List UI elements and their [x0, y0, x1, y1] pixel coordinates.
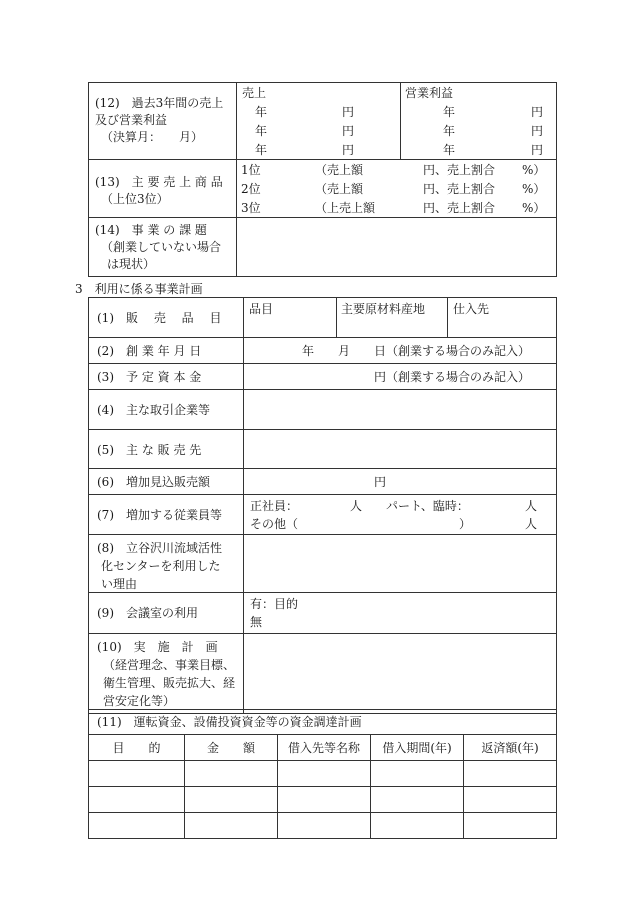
plan-row6-value: 円 — [374, 475, 387, 489]
plan-row1-label: (1) 販 売 品 目 — [97, 311, 222, 325]
funding-title-cell — [89, 710, 557, 735]
row13-label-cell — [89, 160, 237, 218]
plan-row10-label-line4: 営安定化等） — [103, 694, 176, 708]
profit-yen-3: 円 — [531, 143, 544, 157]
sales-year-1: 年 — [255, 105, 268, 119]
lender-cell[interactable] — [278, 761, 371, 787]
plan-row10-label-cell — [89, 634, 244, 714]
row12-value-cell[interactable] — [237, 83, 557, 160]
header-lender: 借入先等名称 — [278, 735, 371, 761]
repayment-cell[interactable] — [464, 813, 557, 839]
row14-label-line1: (14) 事 業 の 課 題 — [95, 223, 207, 237]
other-label: その他（ — [250, 517, 299, 531]
plan-row5-label: (5) 主 な 販 売 先 — [97, 443, 202, 457]
plan-row9-value-cell[interactable] — [244, 593, 557, 634]
plan-row4-label-cell — [89, 390, 244, 430]
rank-3: 3位 — [241, 201, 261, 215]
plan-row3-value: 円（創業する場合のみ記入） — [374, 370, 531, 384]
sales-yen-3: 円 — [342, 143, 355, 157]
period-cell[interactable] — [371, 813, 464, 839]
sales-yen-2: 円 — [342, 124, 355, 138]
plan-row5-label-cell — [89, 430, 244, 469]
row12-label-line3: （決算月： 月） — [101, 130, 204, 144]
rank-3-amount: （上売上額 — [315, 201, 376, 215]
fulltime-unit: 人 — [350, 499, 363, 513]
row14-value-cell[interactable] — [237, 218, 557, 277]
profit-year-3: 年 — [443, 143, 456, 157]
plan-row3-value-cell[interactable] — [244, 364, 557, 390]
other-unit: 人 — [525, 517, 538, 531]
plan-row8-label-line1: (8) 立谷沢川流域活性 — [97, 541, 222, 555]
amount-cell[interactable] — [185, 813, 278, 839]
plan-row1-value-cell[interactable] — [244, 298, 557, 338]
table-row — [89, 787, 557, 813]
plan-row3-label-cell — [89, 364, 244, 390]
business-history-table — [88, 82, 557, 277]
sales-year-3: 年 — [255, 143, 268, 157]
table-row — [89, 813, 557, 839]
funding-plan-table — [88, 709, 557, 839]
business-plan-table — [88, 297, 557, 714]
header-amount: 金 額 — [185, 735, 278, 761]
plan-row3-label: (3) 予 定 資 本 金 — [97, 370, 202, 384]
rank-3-ratio: 円、売上割合 — [423, 201, 496, 215]
sales-yen-1: 円 — [342, 105, 355, 119]
purpose-cell[interactable] — [89, 813, 185, 839]
other-close: ） — [459, 517, 472, 531]
plan-row1-label-cell — [89, 298, 244, 338]
funding-title: (11) 運転資金、設備投資資金等の資金調達計画 — [97, 715, 362, 729]
fulltime-label: 正社員： — [250, 499, 299, 513]
plan-row2-label-cell — [89, 338, 244, 364]
plan-row8-value-cell[interactable] — [244, 535, 557, 593]
plan-row10-label-line1: (10) 実 施 計 画 — [97, 640, 218, 654]
rank-1-ratio: 円、売上割合 — [423, 163, 496, 177]
meeting-room-no: 無 — [250, 615, 263, 629]
parttime-unit: 人 — [525, 499, 538, 513]
purpose-cell[interactable] — [89, 787, 185, 813]
rank-3-pct: %） — [522, 201, 546, 215]
table-row — [89, 761, 557, 787]
lender-cell[interactable] — [278, 787, 371, 813]
header-period: 借入期間(年) — [371, 735, 464, 761]
plan-row4-value-cell[interactable] — [244, 390, 557, 430]
profit-year-1: 年 — [443, 105, 456, 119]
plan-row2-value: 年 月 日（創業する場合のみ記入） — [302, 344, 531, 358]
header-purpose: 目 的 — [89, 735, 185, 761]
plan-row10-label-line3: 衛生管理、販売拡大、経 — [103, 676, 236, 690]
plan-row8-label-cell — [89, 535, 244, 593]
plan-row8-label-line2: 化センターを利用した — [101, 559, 221, 573]
amount-cell[interactable] — [185, 761, 278, 787]
purpose-cell[interactable] — [89, 761, 185, 787]
row14-label-cell — [89, 218, 237, 277]
row13-label-line2: （上位3位） — [101, 192, 169, 206]
plan-row9-label-cell — [89, 593, 244, 634]
plan-row7-label: (7) 増加する従業員等 — [97, 508, 222, 522]
col-supplier: 仕入先 — [453, 302, 490, 316]
row12-label-line2: 及び営業利益 — [95, 113, 168, 127]
col-item: 品目 — [249, 302, 274, 316]
amount-cell[interactable] — [185, 787, 278, 813]
row13-label-line1: (13) 主 要 売 上 商 品 — [95, 175, 223, 189]
sales-title: 売上 — [242, 86, 267, 100]
repayment-cell[interactable] — [464, 761, 557, 787]
plan-row2-label: (2) 創 業 年 月 日 — [97, 344, 202, 358]
profit-year-2: 年 — [443, 124, 456, 138]
profit-yen-1: 円 — [531, 105, 544, 119]
plan-row10-label-line2: （経営理念、事業目標、 — [103, 658, 236, 672]
plan-row6-label-cell — [89, 469, 244, 495]
plan-row7-label-cell — [89, 495, 244, 535]
profit-yen-2: 円 — [531, 124, 544, 138]
row14-label-line2: （創業していない場合 — [101, 240, 222, 254]
row12-label-line1: (12) 過去3年間の売上 — [95, 96, 224, 110]
parttime-label: パート、臨時： — [386, 499, 469, 513]
row12-label-cell — [89, 83, 237, 160]
plan-row9-label: (9) 会議室の利用 — [97, 606, 198, 620]
profit-title: 営業利益 — [405, 86, 454, 100]
meeting-room-yes: 有：目的 — [250, 597, 299, 611]
plan-row8-label-line3: い理由 — [101, 577, 138, 591]
rank-2-ratio: 円、売上割合 — [423, 182, 496, 196]
plan-row10-value-cell[interactable] — [244, 634, 557, 714]
plan-row6-label: (6) 増加見込販売額 — [97, 475, 210, 489]
row14-label-line3: は現状） — [107, 257, 156, 271]
header-repayment: 返済額(年) — [464, 735, 557, 761]
rank-1-pct: %） — [522, 163, 546, 177]
rank-1: 1位 — [241, 163, 261, 177]
rank-2: 2位 — [241, 182, 261, 196]
period-cell[interactable] — [371, 787, 464, 813]
section-title: 3 利用に係る事業計画 — [75, 282, 203, 296]
period-cell[interactable] — [371, 761, 464, 787]
rank-2-pct: %） — [522, 182, 546, 196]
plan-row6-value-cell[interactable] — [244, 469, 557, 495]
plan-row2-value-cell[interactable] — [244, 338, 557, 364]
rank-1-amount: （売上額 — [315, 163, 364, 177]
rank-2-amount: （売上額 — [315, 182, 364, 196]
lender-cell[interactable] — [278, 813, 371, 839]
plan-row5-value-cell[interactable] — [244, 430, 557, 469]
col-origin: 主要原材料産地 — [341, 302, 426, 316]
row13-value-cell[interactable] — [237, 160, 557, 218]
plan-row4-label: (4) 主な取引企業等 — [97, 403, 210, 417]
repayment-cell[interactable] — [464, 787, 557, 813]
plan-row7-value-cell[interactable] — [244, 495, 557, 535]
sales-year-2: 年 — [255, 124, 268, 138]
